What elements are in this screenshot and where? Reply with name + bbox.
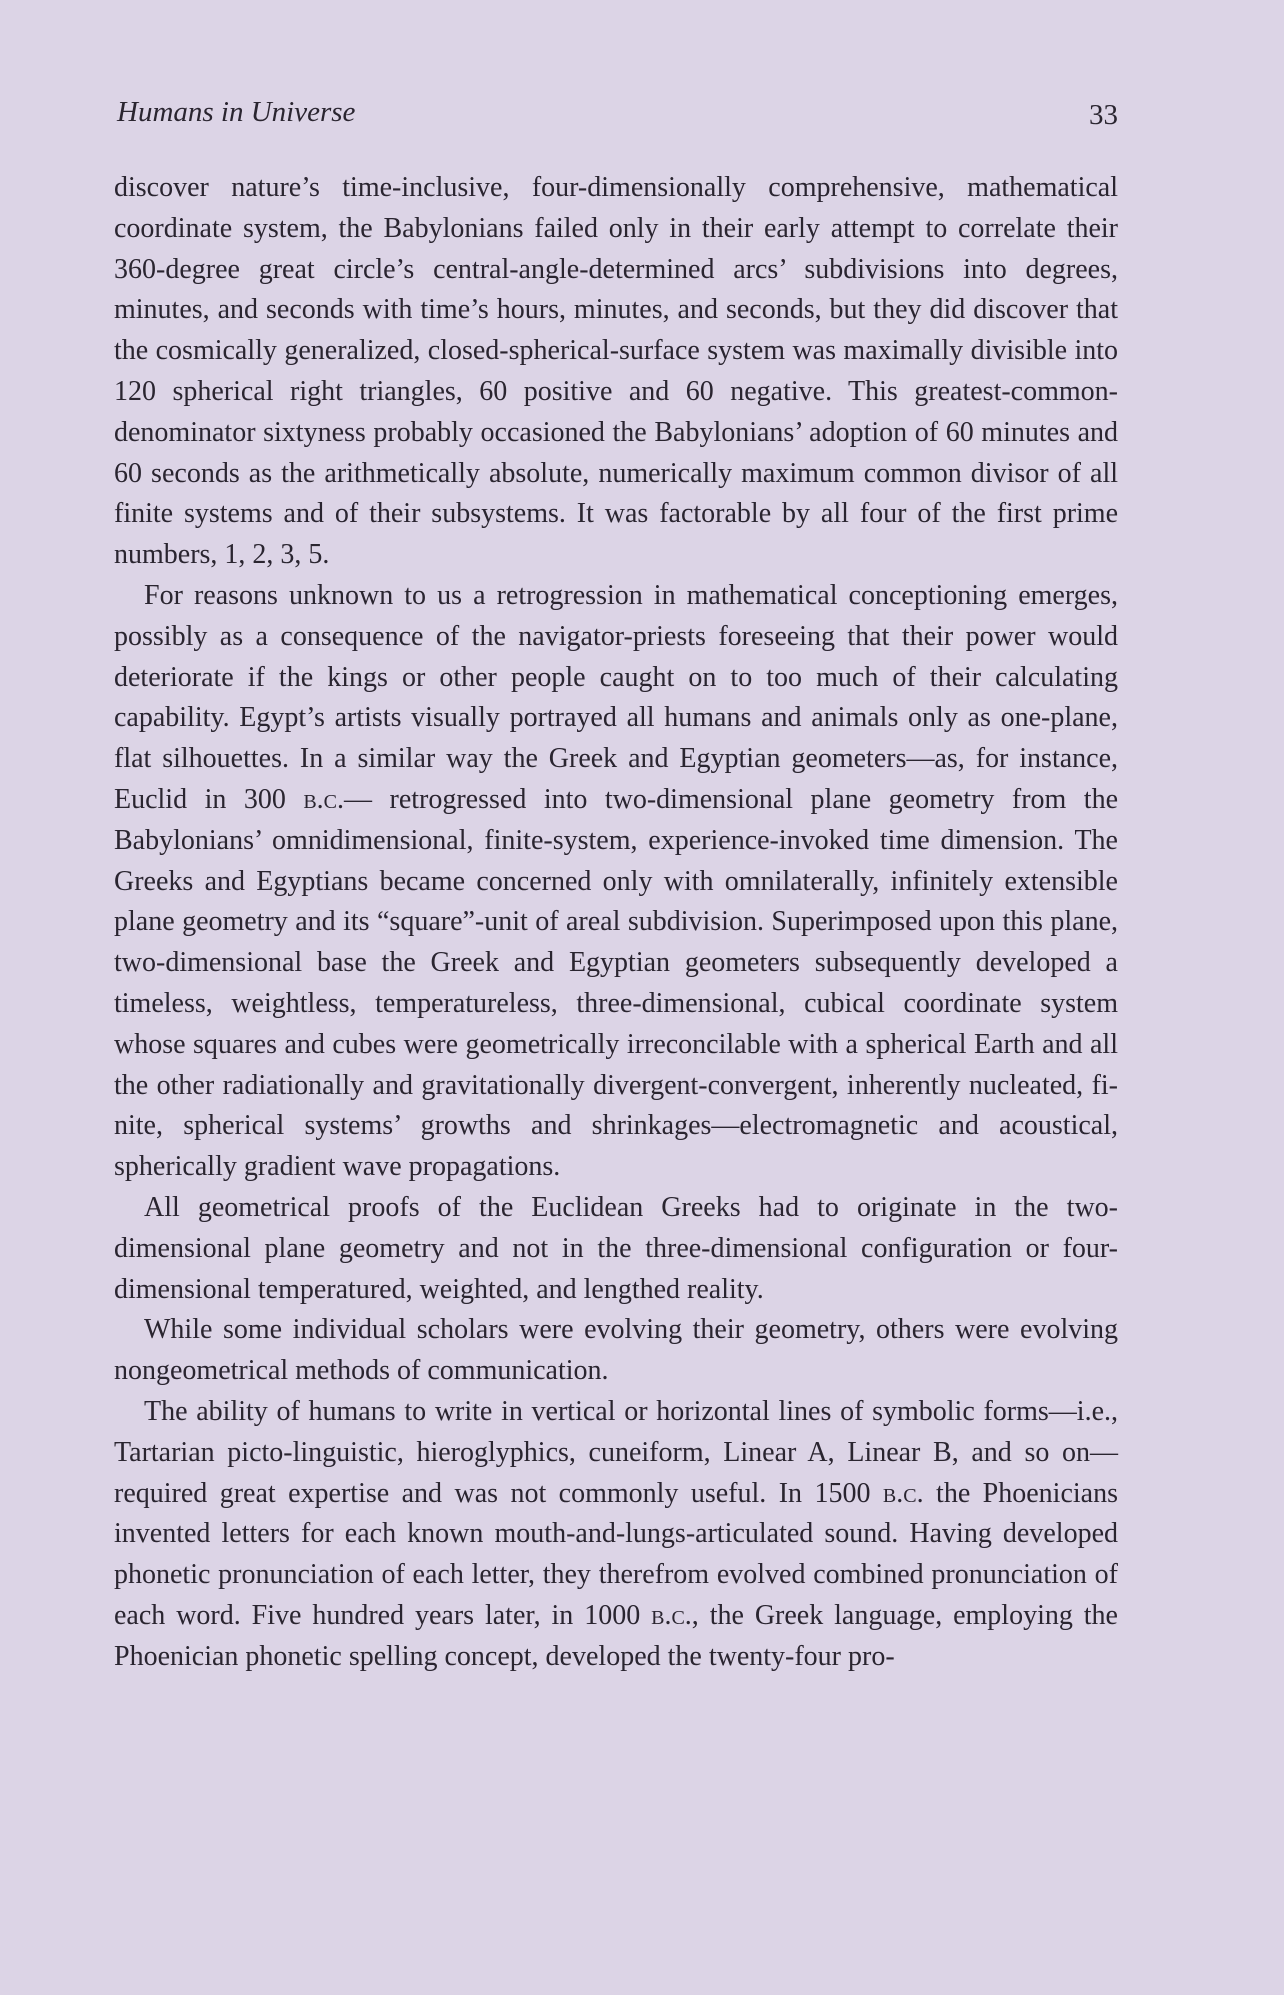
paragraph-text: , the Greek language, employing the Phoenician phonetic spelling concept, developed the twenty-four pro- <box>114 1599 1118 1672</box>
paragraph-text: All geometrical proofs of the Euclidean Greeks had to originate in the two-dimensional plane geometry and not in the three-dimensional configuration or four-dimensional temperatured, weighted, and lengthed reality. <box>114 1191 1118 1305</box>
paragraph-text: While some individual scholars were evolving their geometry, others were evolving nongeometrical methods of communication. <box>114 1314 1118 1387</box>
era-abbreviation: b.c. <box>651 1599 692 1631</box>
paragraph-3 <box>114 1188 1118 1310</box>
paragraph-text: the Phoenicians invented letters for each known mouth-and-lungs-articulated sound. Having developed phonetic pronunciation of each letter, they therefrom evolved combined pronunciation of each word. Five hundred years later, in 1000 <box>114 1477 1118 1631</box>
page-number: 33 <box>1089 99 1118 131</box>
paragraph-text: The ability of humans to write in vertical or horizontal lines of symbolic forms—i.e., Tartarian picto-linguistic, hieroglyphics, cuneiform, Linear A, Linear B, and so on—required great expertise and was not commonly useful. In 1500 <box>114 1395 1118 1509</box>
paragraph-1 <box>114 168 1118 576</box>
paragraph-5 <box>114 1392 1118 1678</box>
running-title: Humans in Universe <box>117 96 356 128</box>
paragraph-text: For reasons unknown to us a retrogression in mathematical conceptioning emerges, possibly as a consequence of the navigator-priests foreseeing that their power would deteriorate if the kings or other people caught on to too much of their calculating capability. Egypt’s artists visually portrayed all humans and animals only as one-plane, flat silhouettes. In a similar way the Greek and Egyptian geometers—as, for instance, Euclid in 300 <box>114 579 1118 815</box>
paragraph-text: discover nature’s time-inclusive, four-dimensionally comprehensive, mathematical coordinate system, the Babylonians failed only in their early attempt to correlate their 360-degree great circle’s central-angle-determined arcs’ subdivisions into degrees, minutes, and seconds with time’s hours, minutes, and seconds, but they did discover that the cosmically generalized, closed-spherical-surface system was maximally divisible into 120 spherical right triangles, 60 positive and 60 negative. This greatest-common-denominator sixtyness probably occasioned the Babylonians’ adoption of 60 minutes and 60 seconds as the arithmetically absolute, numerically maximum common divisor of all finite systems and of their subsystems. It was factorable by all four of the first prime numbers, 1, 2, 3, 5. <box>114 172 1118 571</box>
paragraph-2 <box>114 576 1118 1188</box>
paragraph-text: — retrogressed into two-dimensional plane geometry from the Babylonians’ omnidimensional, finite-system, experience-invoked time dimension. The Greeks and Egyptians became concerned only with omnilaterally, infinitely extensible plane geometry and its “square”-unit of areal subdivision. Superimposed upon this plane, two-dimensional base the Greek and Egyptian geometers subsequently developed a timeless, weightless, temperatureless, three-dimensional, cubical coordinate system whose squares and cubes were geometrically irreconcilable with a spherical Earth and all the other radiationally and gravitationally divergent-convergent, inherently nucleated, finite, spherical systems’ growths and shrinkages—electromagnetic and acoustical, spherically gradient wave propagations. <box>114 783 1118 1183</box>
paragraph-4 <box>114 1310 1118 1392</box>
era-abbreviation: b.c. <box>303 783 345 815</box>
running-head <box>117 96 1118 136</box>
body-text <box>114 168 1118 1677</box>
era-abbreviation: b.c. <box>882 1477 924 1509</box>
